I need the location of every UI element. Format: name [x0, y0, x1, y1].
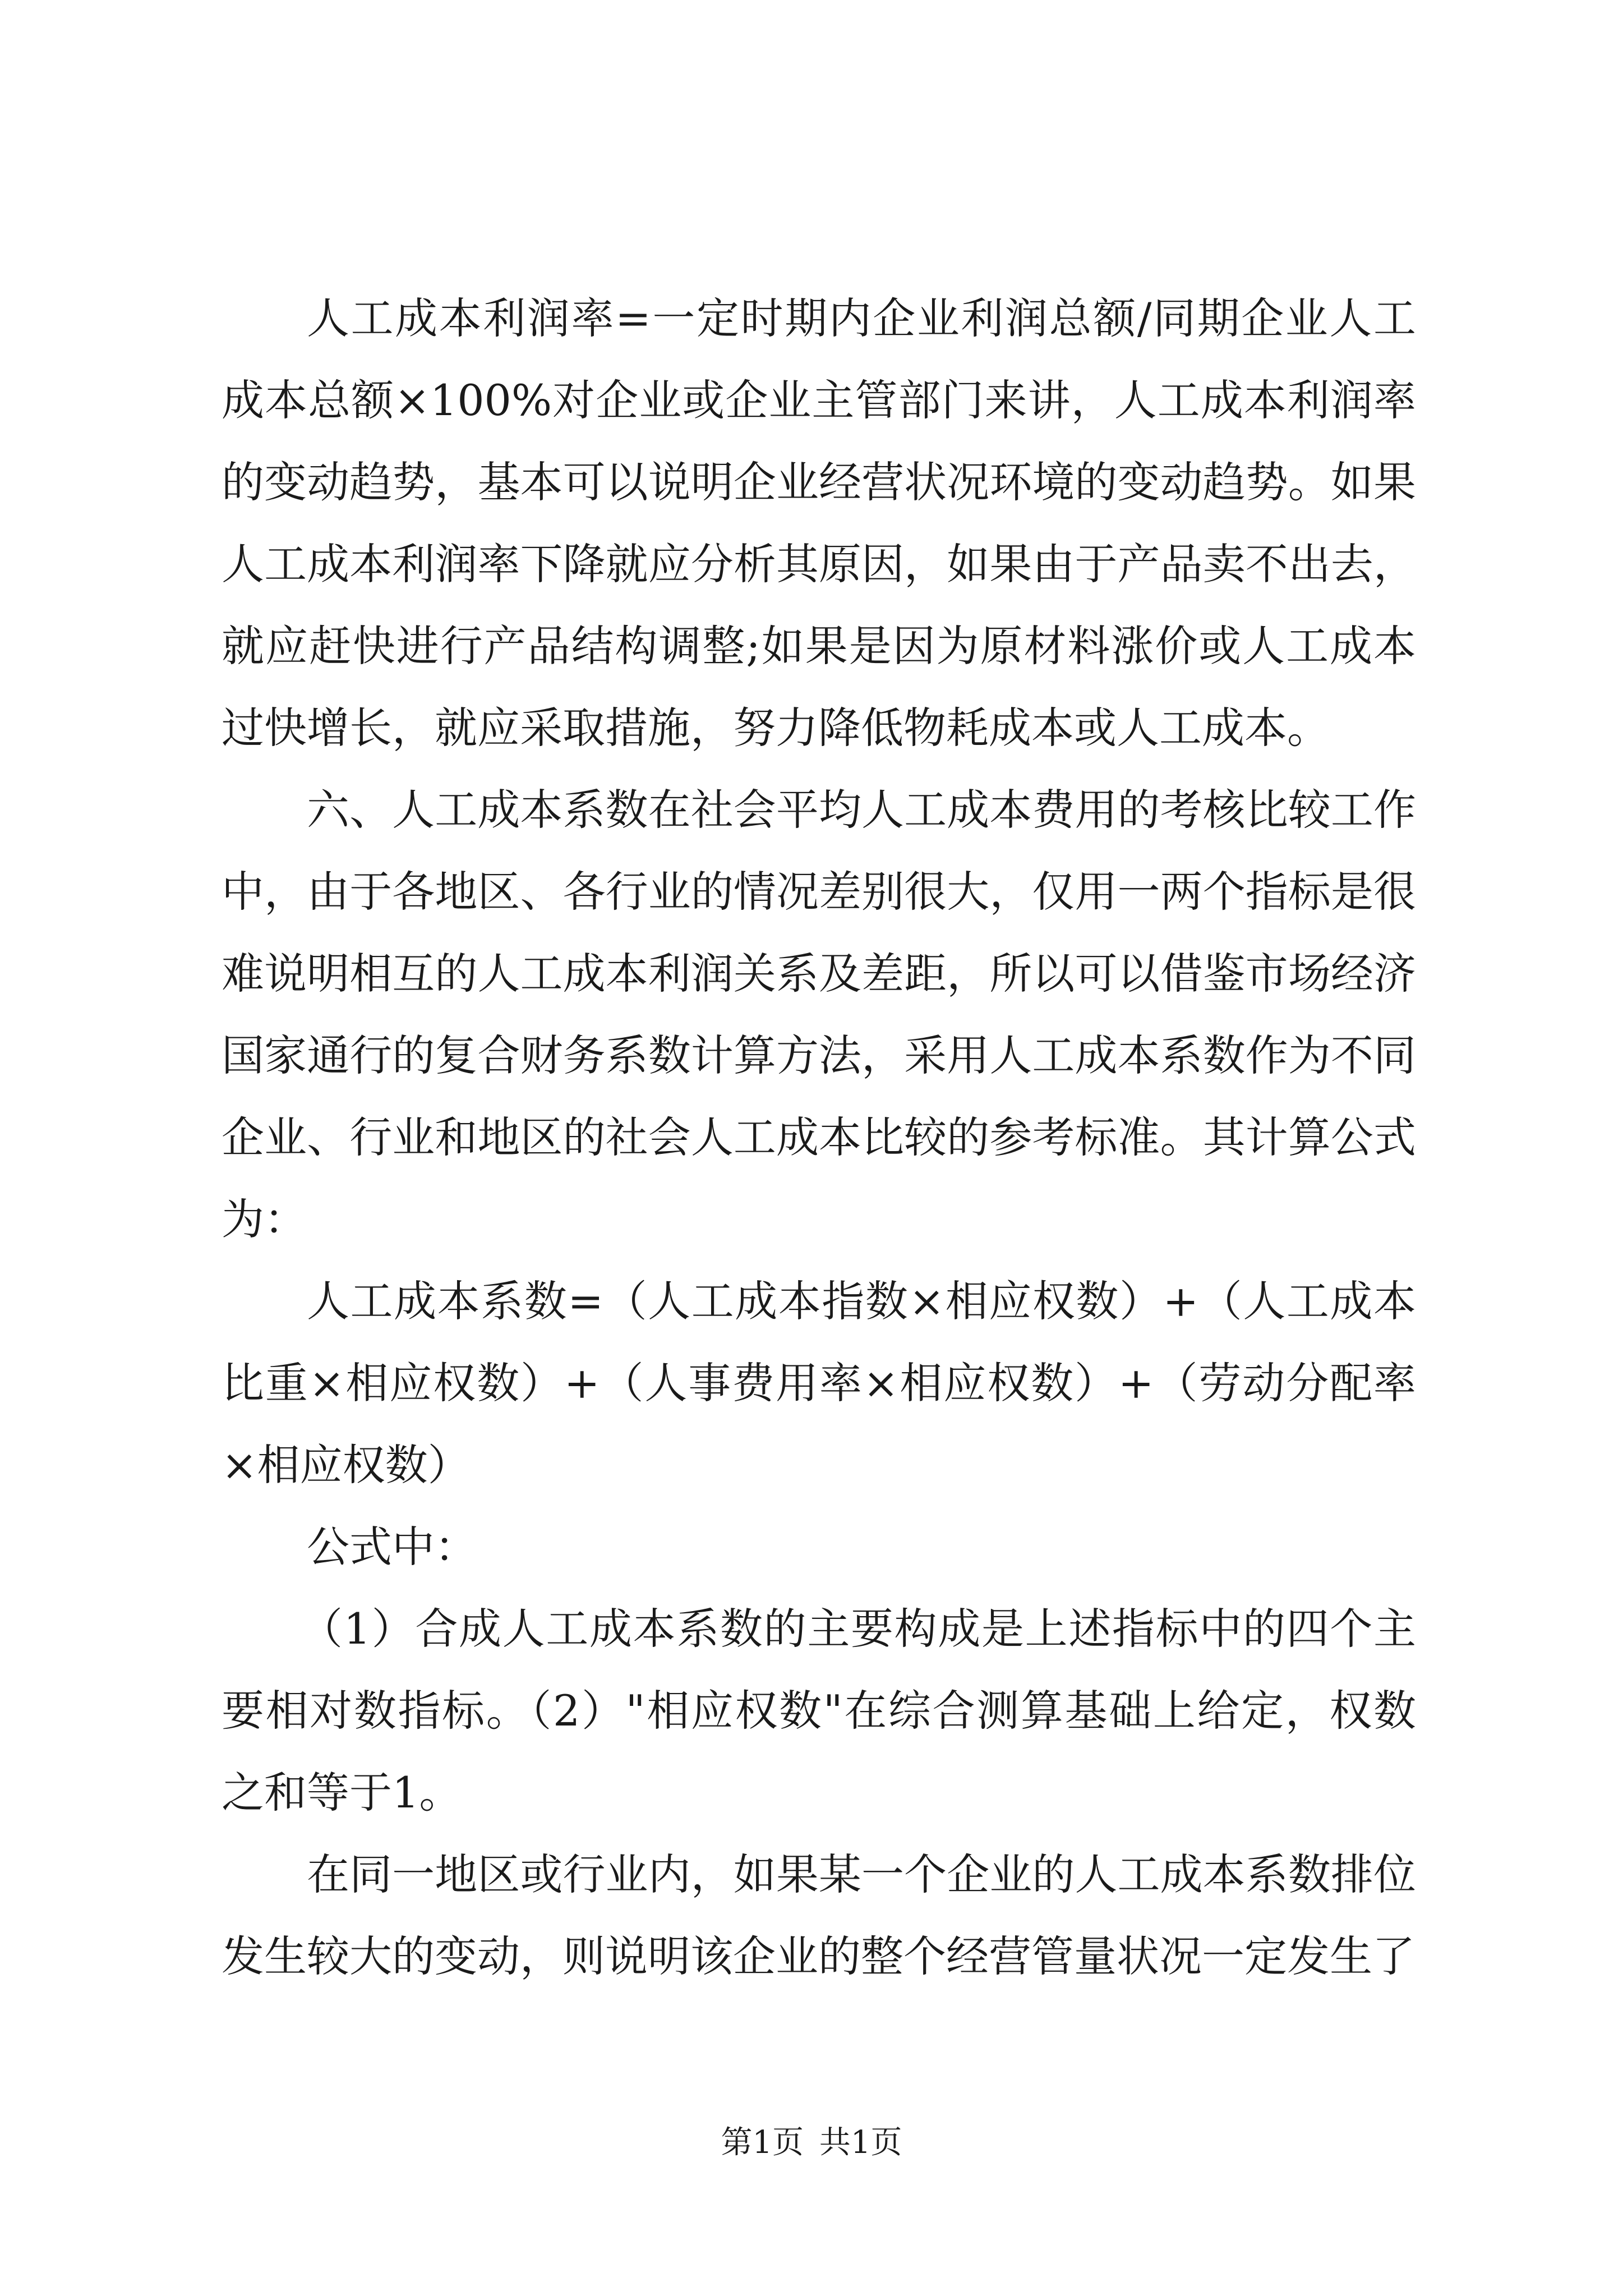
paragraph-formula: 人工成本系数=（人工成本指数×相应权数）+（人工成本比重×相应权数）+（人事费用率×相应权数）+（劳动分配率×相应权数）: [222, 1276, 1416, 1490]
paragraph-cost-coefficient: 六、人工成本系数在社会平均人工成本费用的考核比较工作中，由于各地区、各行业的情况差别很大，仅用一两个指标是很难说明相互的人工成本利润关系及差距，所以可以借鉴市场经济国家通行的复合财务系数计算方法，采用人工成本系数作为不同企业、行业和地区的社会人工成本比较的参考标准。其计算公式为：: [222, 785, 1416, 1244]
page-footer: 第1页 共1页: [721, 2124, 902, 2161]
paragraph-profit-rate: 人工成本利润率=一定时期内企业利润总额/同期企业人工成本总额×100%对企业或企业主管部门来讲，人工成本利润率的变动趋势，基本可以说明企业经营状况环境的变动趋势。如果人工成本利润率下降就应分析其原因，如果由于产品卖不出去，就应赶快进行产品结构调整;如果是因为原材料涨价或人工成本过快增长，就应采取措施，努力降低物耗成本或人工成本。: [222, 293, 1416, 753]
paragraph-formula-note-heading: 公式中：: [307, 1522, 477, 1572]
document-body: [222, 278, 1416, 1998]
paragraph-ranking-change: 在同一地区或行业内，如果某一个企业的人工成本系数排位发生较大的变动，则说明该企业的整个经营管量状况一定发生了: [222, 1849, 1416, 1981]
paragraph-formula-notes: （1）合成人工成本系数的主要构成是上述指标中的四个主要相对数指标。（2）"相应权数"在综合测算基础上给定，权数之和等于1。: [222, 1604, 1416, 1818]
